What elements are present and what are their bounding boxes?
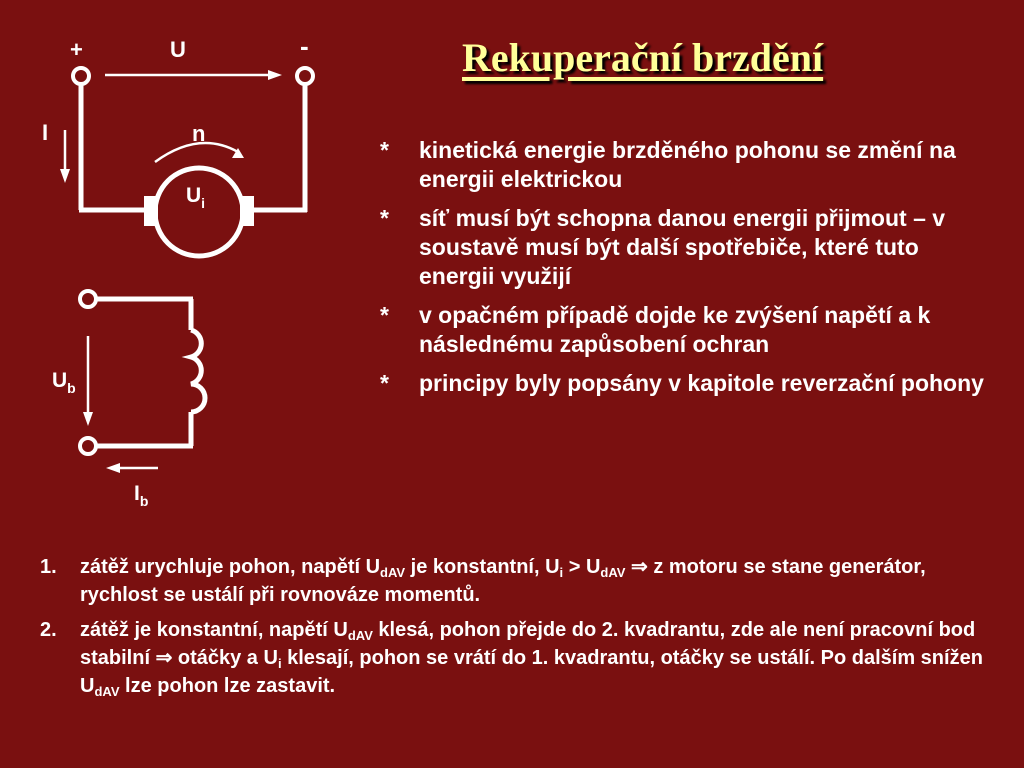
bullet-text: principy byly popsány v kapitole reverzační pohony: [419, 370, 984, 396]
field-current-arrow-head: [106, 463, 120, 473]
speed-label: n: [192, 121, 206, 146]
induced-voltage-label: $U_i$: [186, 184, 206, 211]
item-number: 2.: [40, 619, 57, 641]
field-voltage-arrow-head: [83, 412, 93, 426]
bullet-list: [376, 136, 996, 408]
motor-brush-right: [240, 196, 254, 226]
slide-title: Rekuperační brzdění: [462, 35, 824, 80]
bullet-text: v opačném případě dojde ke zvýšení napětí a k následnému zapůsobení ochran: [419, 302, 931, 357]
item-number: 1.: [40, 556, 57, 578]
bullet-marker: *: [380, 370, 389, 396]
bullet-item: [376, 204, 996, 291]
bullet-item: [376, 136, 996, 194]
current-label: I: [42, 120, 49, 145]
numbered-list: [36, 553, 996, 707]
motor-brush-left: [144, 196, 158, 226]
bullet-text: síť musí být schopna danou energii přijmout – v soustavě musí být další spotřebiče, které tuto energii využijí: [419, 205, 946, 289]
voltage-arrow-head: [268, 70, 282, 80]
minus-label: -: [300, 31, 309, 61]
circuit-diagram: [0, 0, 360, 540]
bullet-marker: *: [380, 302, 389, 328]
field-current-label: $I_b$: [134, 482, 149, 509]
plus-label: +: [70, 37, 83, 62]
bullet-marker: *: [380, 137, 389, 163]
field-coil: [191, 330, 205, 412]
voltage-label: U: [170, 37, 186, 62]
field-terminal-top: [80, 291, 96, 307]
bullet-text: kinetická energie brzděného pohonu se změní na energii elektrickou: [419, 137, 956, 192]
numbered-item: 2. zátěž je konstantní, napětí $U_{dAV}$ klesá, pohon přejde do 2. kvadrantu, zde ale není pracovní bod stabilní ⇒ otáčky a $U_i$ klesají, pohon se vrátí do 1. kvadrantu, otáčky se ustálí. Po dalším snížen $U_{dAV}$ lze pohon lze zastavit.: [36, 616, 996, 700]
bullet-item: [376, 301, 996, 359]
current-arrow-head: [60, 169, 70, 183]
field-voltage-label: $U_b$: [52, 369, 76, 396]
numbered-item: 1. zátěž urychluje pohon, napětí $U_{dAV}$ je konstantní, $U_i > U_{dAV}$ ⇒ z motoru se stane generátor, rychlost se ustálí při rovnováze momentů.: [36, 553, 996, 609]
terminal-minus: [297, 68, 313, 84]
terminal-plus: [73, 68, 89, 84]
bullet-marker: *: [380, 205, 389, 231]
field-circuit: [94, 299, 205, 446]
field-terminal-bottom: [80, 438, 96, 454]
bullet-item: [376, 369, 996, 398]
motor-symbol: [155, 168, 243, 256]
